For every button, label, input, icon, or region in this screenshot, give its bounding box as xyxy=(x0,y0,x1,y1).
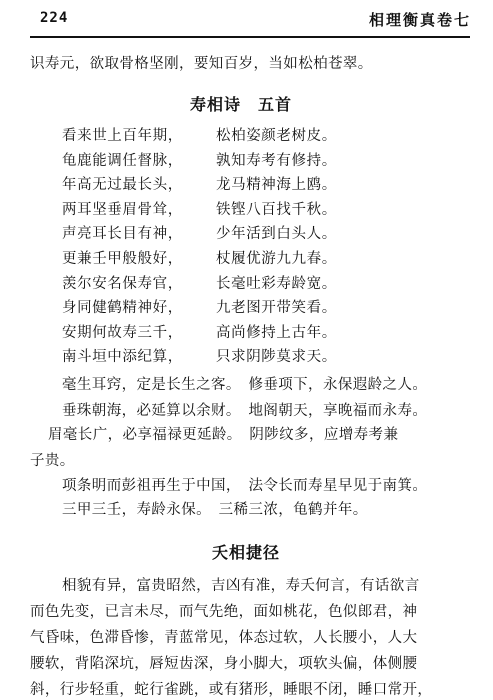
poem-line-left: 年高无过最长头， xyxy=(62,177,183,194)
prose-line: 三甲三壬，寿龄永保。 三稀三浓，龟鹤并年。 xyxy=(62,502,368,518)
page-header xyxy=(0,0,493,40)
poem-line-left: 两耳坚垂眉骨耸， xyxy=(62,201,183,218)
prose-line: 眉毫长广，必享福禄更延龄。 阴陟纹多，应增寿考兼 xyxy=(48,427,399,443)
poem-line-left: 看来世上百年期， xyxy=(62,128,183,144)
body-line: 相貌有异，富贵昭然，吉凶有准，寿夭何言，有话欲言 xyxy=(62,578,420,594)
poem-line-left: 安期何故寿三千， xyxy=(62,324,183,341)
poem-line-right: 长毫吐彩寿龄宽。 xyxy=(216,275,337,292)
prose-line: 子贵。 xyxy=(30,453,75,469)
prose-line: 垂珠朝海，必延算以余财。 地阁朝天，享晚福而永寿。 xyxy=(62,403,428,419)
poem-line-right: 杖履优游九九春。 xyxy=(216,251,337,267)
poem-line-right: 高尚修持上古年。 xyxy=(216,324,337,341)
body-line: 而色先变，已言未尽，而气先绝，面如桃花，色似郎君，神 xyxy=(30,604,418,620)
poem-line-right: 少年活到白头人。 xyxy=(216,226,337,243)
poem-line-right: 龙马精神海上鸥。 xyxy=(216,177,337,194)
body-line: 气昏味，色滞昏惨，青蓝常见，体态过软，人长腰小，人大 xyxy=(30,630,418,646)
poem-line-right: 松柏姿颜老树皮。 xyxy=(216,128,337,144)
poem-line-right: 铁铿八百找千秋。 xyxy=(216,201,337,218)
poem-line-left: 更兼壬甲般般好， xyxy=(62,251,183,267)
section-title-poems: 寿相诗 五首 xyxy=(190,95,293,114)
poem-line-right: 九老图开带笑看。 xyxy=(216,300,337,317)
running-title: 相理衡真卷七 xyxy=(368,11,471,29)
poem-line-left: 龟鹿能调任督脉， xyxy=(62,152,183,169)
page-number: 224 xyxy=(40,10,69,26)
poem-line-left: 身同健鹤精神好， xyxy=(62,300,183,317)
poem-line-left: 声亮耳长目有神， xyxy=(62,226,183,243)
poem-line-right: 孰知寿考有修持。 xyxy=(216,152,337,169)
poem-line-left: 南斗垣中添纪算， xyxy=(62,349,183,366)
body-line: 斜，行步轻重，蛇行雀跳，或有猪形，睡眼不闭，睡口常开， xyxy=(30,682,433,698)
poem-line-right: 只求阴陟莫求天。 xyxy=(216,349,337,366)
prose-line: 项条明而彭祖再生于中国， 法令长而寿星早见于南箕。 xyxy=(62,478,428,494)
body-line: 腰软，背陷深坑，唇短齿深，身小脚大，项软头偏，体侧腰 xyxy=(30,656,418,672)
prose-line: 毫生耳窍，定是长生之客。 修垂项下，永保遐龄之人。 xyxy=(62,377,428,393)
poem-line-left: 羡尔安名保寿官， xyxy=(62,275,183,292)
intro-line: 识寿元，欲取骨格坚刚，要知百岁，当如松柏苍翠。 xyxy=(30,56,373,72)
section-title-second: 夭相捷径 xyxy=(212,543,281,562)
header-rule xyxy=(30,36,470,38)
